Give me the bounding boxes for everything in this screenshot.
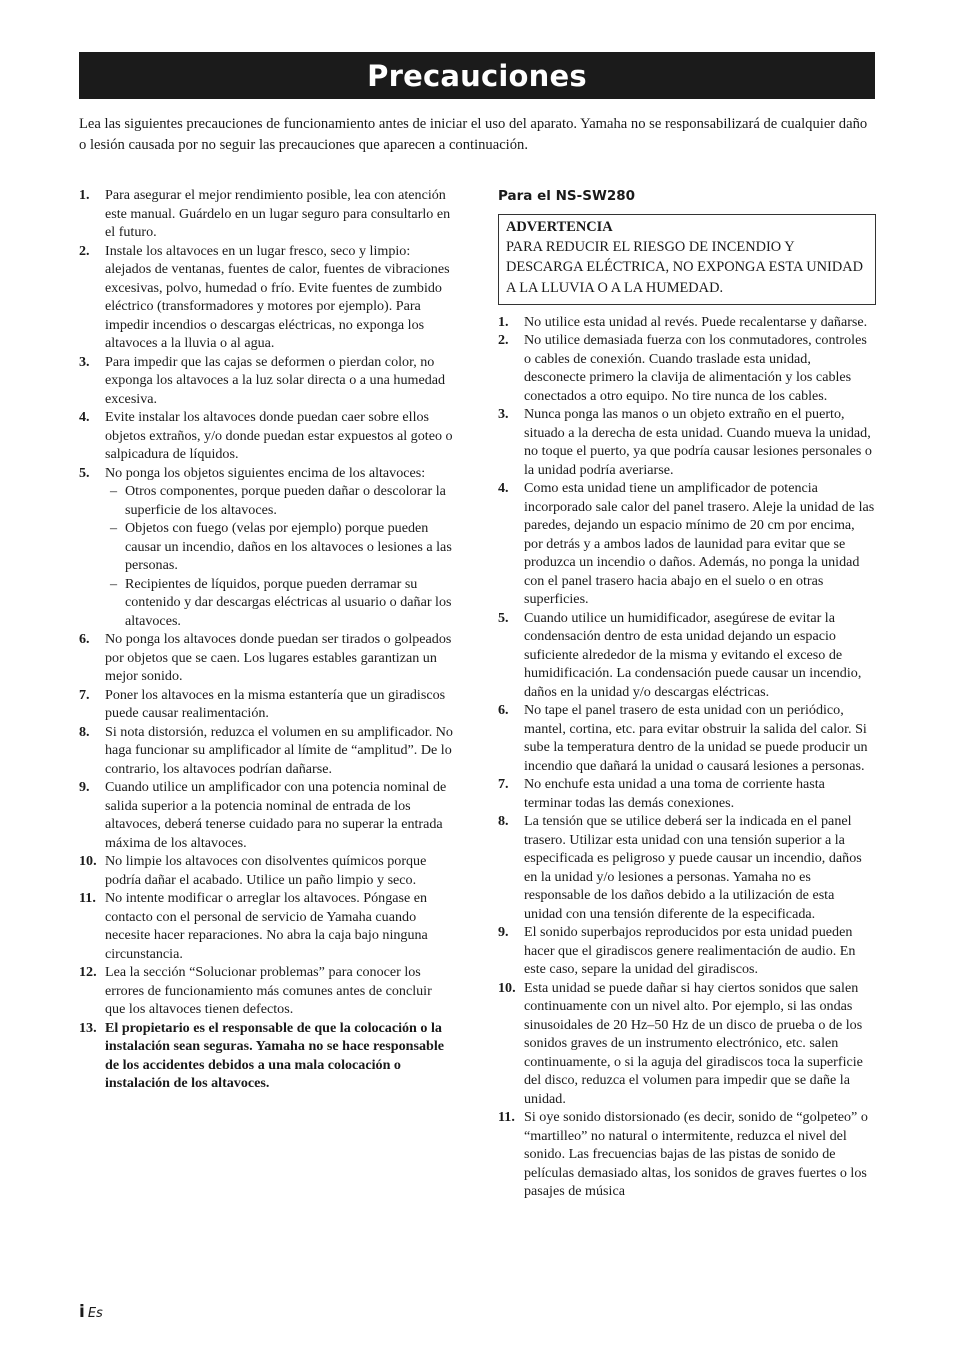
list-item: 5. No ponga los objetos siguientes encima de los altavoces: – Otros componentes, porque pueden dañar o descolorar la superficie de los altavoces. – Objetos con fuego (velas por ejemplo) porque pueden causar un incendio, daños en los altavoces o lesiones a las personas. – Recipientes de líquidos, porque pueden derramar su contenido y dar descargas eléctricas al usuario o dañar los altavoces. — [79, 464, 455, 631]
page-title: Precauciones — [367, 58, 587, 93]
list-item: 8. Si nota distorsión, reduzca el volumen en su amplificador. No haga funcionar su amplificador al límite de “amplitud”. De lo contrario, los altavoces podrían dañarse. — [79, 723, 453, 777]
list-item: 3. Para impedir que las cajas se deformen o pierdan color, no exponga los altavoces a la luz solar directa o a una humedad excesiva. — [79, 353, 446, 407]
list-item: 11. No intente modificar o arreglar los altavoces. Póngase en contacto con el personal de servicio de Yamaha cuando necesite hacer reparaciones. No abra la caja bajo ninguna circunstancia. — [79, 890, 428, 962]
list-item: 10. No limpie los altavoces con disolventes químicos porque podría dañar el acabado. Utilice un paño limpio y seco. — [79, 853, 427, 888]
speaker-precautions-list — [79, 186, 455, 1093]
list-item: 4. Como esta unidad tiene un amplificador de potencia incorporado sale calor del panel trasero. Aleje la unidad de las paredes, dejando un espacio mínimo de 20 cm por encima, por detrás y a ambos lados de launidad para evitar que se produzca un incendio o daños. Además, no ponga la unidad con el panel trasero hacia abajo en el suelo o en otras superficies. — [498, 480, 875, 608]
list-item: 4. Evite instalar los altavoces donde puedan caer sobre ellos objetos extraños, y/o donde puedan estar expuestos al goteo o salpicadura de líquidos. — [79, 409, 453, 462]
right-column — [498, 186, 876, 1201]
list-item: 2. No utilice demasiada fuerza con los conmutadores, controles o cables de conexión. Cuando traslade esta unidad, desconecte primero la clavija de alimentación y los cables conectados a otro equipo. No tire nunca de los cables. — [498, 332, 867, 404]
intro-paragraph: Lea las siguientes precauciones de funcionamiento antes de iniciar el uso del aparato. Yamaha no se responsabilizará de cualquier daño o lesión causada por no seguir las precauciones que aparecen a continuación. — [79, 116, 868, 153]
list-item: 7. No enchufe esta unidad a una toma de corriente hasta terminar todas las demás conexiones. — [498, 776, 825, 811]
list-item: 5. Cuando utilice un humidificador, asegúrese de evitar la condensación dentro de esta unidad dejando un espacio suficiente alrededor de la misma y evitando el exceso de humidificación. La condensación puede causar un incendio, daños en la unidad y/o descargas eléctricas. — [498, 609, 862, 700]
list-item: 8. La tensión que se utilice deberá ser la indicada en el panel trasero. Utilizar esta unidad con una tensión superior a la especificada es peligroso y puede causar un incendio, daños en la unidad y/o lesiones a personas. Yamaha no es responsable de los daños debido a la utilización de esta unidad con una tensión diferente de la especificada. — [498, 813, 862, 922]
sub-list-item: – Objetos con fuego (velas por ejemplo) porque pueden causar un incendio, daños en los altavoces o lesiones a las personas. — [110, 520, 452, 573]
warning-box — [498, 214, 876, 305]
sub-list-item: – Recipientes de líquidos, porque pueden derramar su contenido y dar descargas eléctricas al usuario o dañar los altavoces. — [110, 575, 452, 629]
list-item: 1. No utilice esta unidad al revés. Puede recalentarse y dañarse. — [498, 313, 868, 330]
list-item: 10. Esta unidad se puede dañar si hay ciertos sonidos que salen continuamente con un nivel alto. Por ejemplo, si las ondas sinusoidales de 20 Hz–50 Hz de un disco de prueba o de los sonidos graves de un instrumento electrónico, etc. salen continuamente, o si la aguja del giradiscos toca la superficie del disco, reduzca el volumen para impedir que se dañe la unidad. — [498, 979, 863, 1107]
page-footer — [79, 1302, 103, 1322]
list-item: 6. No ponga los altavoces donde puedan ser tirados o golpeados por objetos que se caen. Los lugares estables garantizan un mejor sonido. — [79, 631, 452, 684]
warning-title: ADVERTENCIA — [506, 219, 613, 235]
list-item: 2. Instale los altavoces en un lugar fresco, seco y limpio: alejados de ventanas, fuentes de calor, fuentes de vibraciones excesivas, polvo, humedad o frío. Evite fuentes de zumbido eléctrico (transformadores y motores por ejemplo). Para impedir incendios o descargas eléctricas, no exponga los altavoces a la lluvia o al agua. — [79, 242, 450, 351]
sub-list — [105, 482, 455, 630]
language-code: Es — [87, 1306, 103, 1321]
subwoofer-precautions-list — [498, 313, 876, 1201]
list-item: 13. El propietario es el responsable de que la colocación o la instalación sean seguras. Yamaha no se hace responsable de los accidentes debidos a una mala colocación o instalación de los altavoces. — [79, 1019, 445, 1091]
section-heading: Para el NS-SW280 — [498, 188, 636, 204]
list-item: 3. Nunca ponga las manos o un objeto extraño en el puerto, situado a la derecha de esta unidad. Cuando mueva la unidad, no toque el puerto, ya que podría causar lesiones personales o la unidad podría averiarse. — [498, 406, 872, 478]
title-bar — [79, 52, 875, 99]
sub-list-item: – Otros componentes, porque pueden dañar o descolorar la superficie de los altavoces. — [110, 483, 446, 518]
list-item: 1. Para asegurar el mejor rendimiento posible, lea con atención este manual. Guárdelo en un lugar seguro para consultarlo en el futuro. — [79, 187, 451, 240]
list-item: 12. Lea la sección “Solucionar problemas” para conocer los errores de funcionamiento más comunes antes de concluir que los altavoces tienen defectos. — [79, 964, 432, 1017]
list-item: 7. Poner los altavoces en la misma estantería que un giradiscos puede causar realimentación. — [79, 686, 446, 721]
list-item: 9. El sonido superbajos reproducidos por esta unidad pueden hacer que el giradiscos genere realimentación de audio. En este caso, separe la unidad del giradiscos. — [498, 924, 856, 978]
list-item: 9. Cuando utilice un amplificador con una potencia nominal de salida superior a la potencia nominal de entrada de los altavoces, deberá tenerse cuidado para no superar la entrada máxima de los altavoces. — [79, 779, 447, 851]
page-number: i — [79, 1302, 85, 1322]
left-column — [79, 186, 455, 1093]
list-item: 6. No tape el panel trasero de esta unidad con un periódico, mantel, cortina, etc. para evitar obstruir la salida del calor. Si sube la temperatura dentro de la unidad se puede producir un incendio que dañará la unidad o causará lesiones a personas. — [498, 702, 868, 774]
warning-text: PARA REDUCIR EL RIESGO DE INCENDIO Y DESCARGA ELÉCTRICA, NO EXPONGA ESTA UNIDAD A LA LLUVIA O A LA HUMEDAD. — [506, 239, 864, 296]
list-item: 11. Si oye sonido distorsionado (es decir, sonido de “golpeteo” o “martilleo” no natural o intermitente, reduzca el nivel del sonido. Las frecuencias bajas de las pistas de sonido de películas demasiado altas, los sonidos de graves fuertes o los pasajes de música — [498, 1109, 868, 1200]
